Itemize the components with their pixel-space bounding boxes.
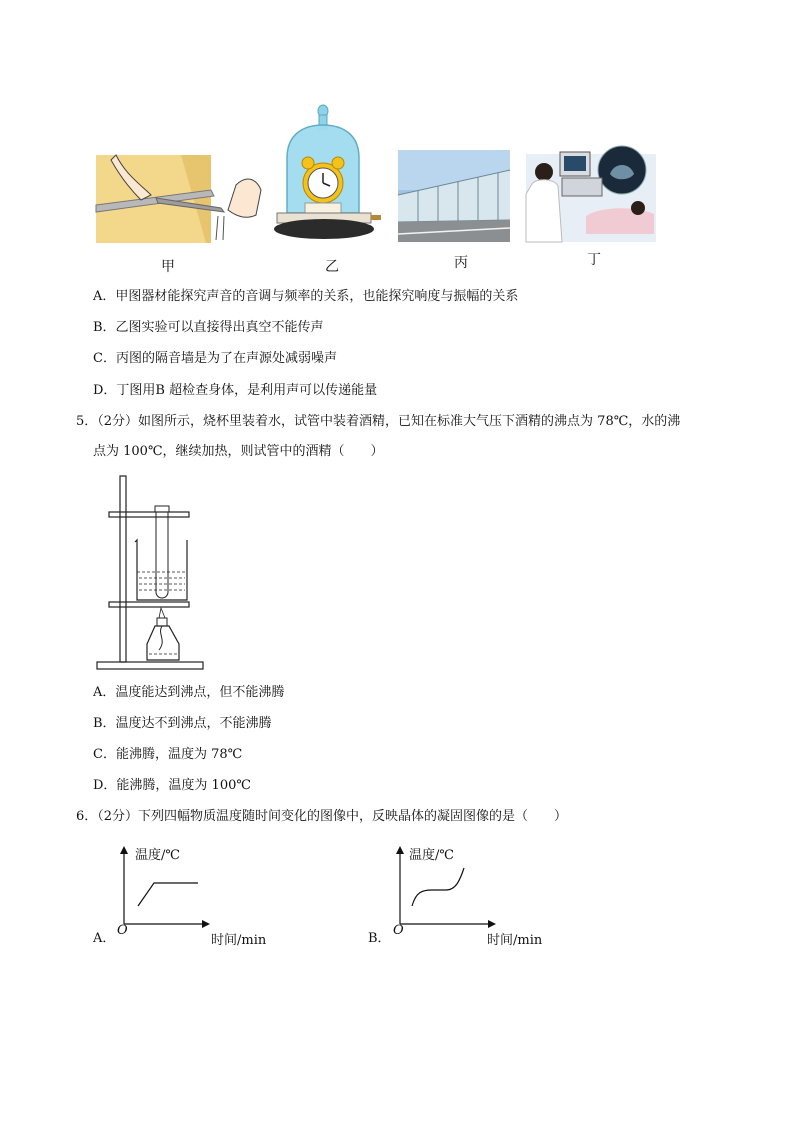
- figure-yi-bell-jar: [275, 103, 385, 245]
- q6-graph-b-xlabel: 时间/min: [487, 933, 543, 948]
- q6-graph-b-label: B．: [368, 931, 391, 946]
- q6-graph-b-ylabel: 温度/℃: [409, 848, 454, 863]
- q6-graph-a-curve: [138, 883, 198, 906]
- q5-option-b: B．温度达不到沸点，不能沸腾: [93, 716, 272, 731]
- q4-option-b: B．乙图实验可以直接得出真空不能传声: [93, 320, 324, 335]
- q6-graph-a-label: A．: [93, 931, 116, 946]
- figure-caption-ding: 丁: [587, 252, 601, 268]
- q5-option-a: A．温度能达到沸点，但不能沸腾: [93, 685, 285, 700]
- q6-graph-b-curve: [412, 868, 464, 906]
- q5-option-c: C．能沸腾，温度为 78℃: [93, 747, 243, 762]
- q6-stem: 6．（2分）下列四幅物质温度随时间变化的图像中，反映晶体的凝固图像的是（ ）: [76, 809, 568, 824]
- q6-graph-b-origin: O: [393, 923, 404, 938]
- q4-option-d: D．丁图用B 超检查身体，是利用声可以传递能量: [93, 383, 378, 398]
- figure-caption-bing: 丙: [454, 255, 468, 271]
- q5-apparatus-figure: [95, 474, 207, 674]
- figure-ding-b-ultrasound: [526, 144, 656, 242]
- q4-option-c: C．丙图的隔音墙是为了在声源处减弱噪声: [93, 351, 337, 366]
- q5-option-d: D．能沸腾，温度为 100℃: [93, 778, 251, 793]
- figure-caption-jia: 甲: [161, 259, 175, 275]
- q6-graph-a-origin: O: [117, 923, 128, 938]
- figure-jia-ruler-on-table: [96, 150, 266, 245]
- q6-graph-a-ylabel: 温度/℃: [135, 848, 180, 863]
- figure-bing-sound-barrier: [398, 150, 510, 242]
- figure-caption-yi: 乙: [325, 259, 339, 275]
- q4-option-a: A．甲图器材能探究声音的音调与频率的关系，也能探究响度与振幅的关系: [93, 289, 519, 304]
- q6-graph-a-xlabel: 时间/min: [211, 933, 267, 948]
- q5-stem-line1: 5．（2分）如图所示，烧杯里装着水，试管中装着酒精，已知在标准大气压下酒精的沸点为 78℃，水的沸: [76, 414, 681, 429]
- q5-stem-line2: 点为 100℃，继续加热，则试管中的酒精（ ）: [93, 444, 384, 459]
